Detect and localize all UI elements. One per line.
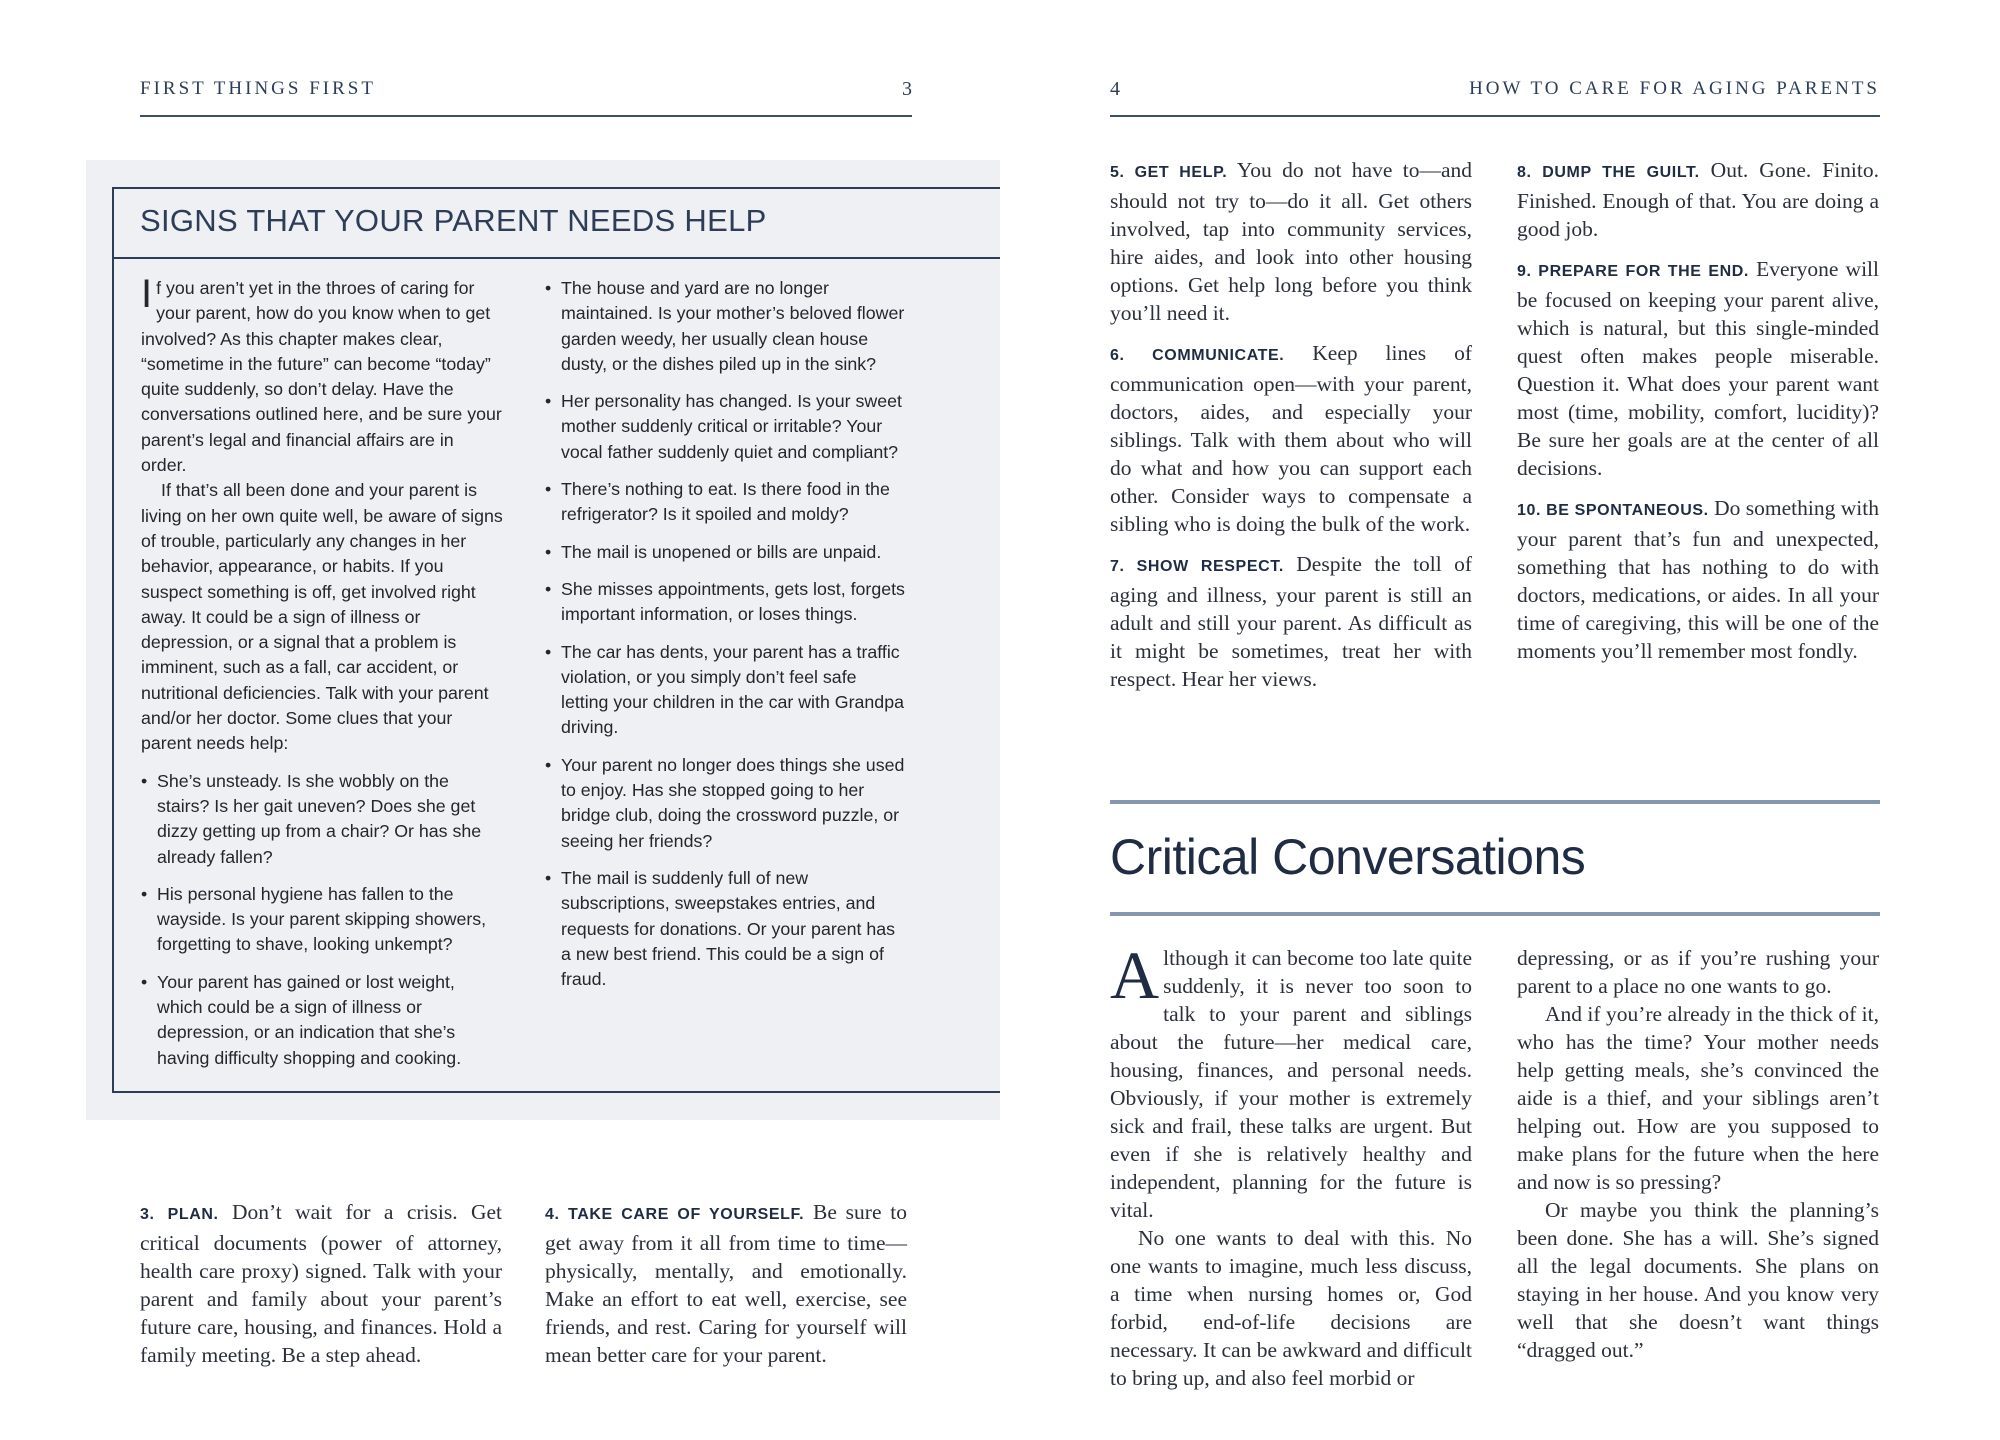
numbered-item	[1110, 550, 1472, 693]
numbered-item	[1110, 156, 1472, 327]
item-text: Don’t wait for a crisis. Get critical documents (power of attorney, health care proxy) signed. Talk with your parent and family about your parent’s future care, housing, and finances. Hold a family meeting. Be a step ahead.	[140, 1200, 503, 1367]
running-head-title: FIRST THINGS FIRST	[140, 78, 376, 99]
page-number: 4	[1110, 78, 1120, 100]
body-column	[1517, 944, 1879, 1364]
item-heading: 10. BE SPONTANEOUS.	[1517, 502, 1709, 519]
body-column	[140, 1198, 502, 1381]
item-text: You do not have to—and should not try to—do it all. Get others involved, tap into community services, hire aides, and look into other housing options. Get help long before you think you’ll need it.	[1110, 158, 1472, 325]
bullet-item: • She misses appointments, gets lost, forgets important information, or loses things.	[545, 577, 907, 628]
body-column	[1110, 937, 1472, 1392]
item-heading: 7. SHOW RESPECT.	[1110, 558, 1284, 575]
sidebar-title: SIGNS THAT YOUR PARENT NEEDS HELP	[140, 203, 767, 238]
numbered-item	[1517, 156, 1879, 243]
sidebar-column-right	[545, 276, 907, 1004]
bullet-item: • The car has dents, your parent has a traffic violation, or you simply don’t feel safe letting your children in the car with Grandpa driving.	[545, 640, 907, 741]
bullet-item: • There’s nothing to eat. Is there food in the refrigerator? Is it spoiled and moldy?	[545, 477, 907, 528]
sidebar-column-left	[141, 272, 503, 1083]
section-title: Critical Conversations	[1110, 829, 1586, 885]
numbered-item	[545, 1198, 907, 1369]
body-paragraph: No one wants to deal with this. No one wants to imagine, much less discuss, a time when nursing homes or, God forbid, end-of-life decisions are necessary. It can be awkward and difficult to bring up, and also feel morbid or	[1110, 1226, 1472, 1390]
page-number: 3	[902, 78, 912, 100]
item-text: Keep lines of communication open—with your parent, doctors, aides, and especially your siblings. Talk with them about who will do what and how you can support each other. Consider ways to compensate a sibling who is doing the bulk of the work.	[1110, 341, 1472, 536]
sidebar-bullet-list	[141, 769, 503, 1071]
item-heading: 9. PREPARE FOR THE END.	[1517, 263, 1749, 280]
sidebar-bullet-list	[545, 276, 907, 992]
running-head-right	[1110, 75, 1880, 117]
bullet-item: • The mail is unopened or bills are unpaid.	[545, 540, 907, 565]
numbered-item	[1517, 255, 1879, 482]
item-text: Do something with your parent that’s fun and unexpected, something that has nothing to do with doctors, medications, or aides. In all your time of caregiving, this will be one of the moments you’ll remember most fondly.	[1517, 496, 1879, 663]
numbered-item	[1110, 339, 1472, 538]
bullet-item: • His personal hygiene has fallen to the wayside. Is your parent skipping showers, forgetting to shave, looking unkempt?	[141, 882, 503, 958]
item-heading: 4. TAKE CARE OF YOURSELF.	[545, 1206, 805, 1223]
body-column	[1110, 156, 1472, 705]
item-text: Everyone will be focused on keeping your parent alive, which is natural, but this single-minded quest often makes people miserable. Question it. What does your parent want most (time, mobility, comfort, lucidity)? Be sure her goals are at the center of all decisions.	[1517, 257, 1880, 480]
section-rule-bottom	[1110, 912, 1880, 916]
body-column	[545, 1198, 907, 1381]
bullet-item: • The mail is suddenly full of new subscriptions, sweepstakes entries, and requests for donations. Or your parent has a new best friend. This could be a sign of fraud.	[545, 866, 907, 992]
item-heading: 5. GET HELP.	[1110, 164, 1228, 181]
item-text: Be sure to get away from it all from time to time—physically, mentally, and emotionally. Make an effort to eat well, exercise, see friends, and rest. Caring for yourself will mean better care for your parent.	[545, 1200, 907, 1367]
bullet-item: • Your parent no longer does things she used to enjoy. Has she stopped going to her bridge club, doing the crossword puzzle, or seeing her friends?	[545, 753, 907, 854]
body-text: lthough it can become too late quite suddenly, it is never too soon to talk to your parent and siblings about the future—her medical care, housing, finances, and personal needs. Obviously, if your mother is extremely sick and frail, these talks are urgent. But even if she is relatively healthy and independent, planning for the future is vital.	[1110, 946, 1472, 1222]
numbered-item	[1517, 494, 1879, 665]
bullet-item: • Her personality has changed. Is your sweet mother suddenly critical or irritable? Your vocal father suddenly quiet and compliant?	[545, 389, 907, 465]
bullet-item: • She’s unsteady. Is she wobbly on the stairs? Is her gait uneven? Does she get dizzy getting up from a chair? Or has she already fallen?	[141, 769, 503, 870]
item-text: Out. Gone. Finito. Finished. Enough of that. You are doing a good job.	[1517, 158, 1880, 241]
drop-cap: I	[141, 272, 153, 316]
sidebar-intro-text: f you aren’t yet in the throes of caring for your parent, how do you know when to get involved? As this chapter makes clear, “sometime in the future” can become “today” quite suddenly, so don’t delay. Have the conversations outlined here, and be sure your parent’s legal and financial affairs are in order.	[141, 278, 502, 476]
section-rule-top	[1110, 800, 1880, 804]
right-page	[1000, 0, 2000, 1440]
bullet-item: • Your parent has gained or lost weight, which could be a sign of illness or depression, or an indication that she’s having difficulty shopping and cooking.	[141, 970, 503, 1071]
sidebar-paragraph: If that’s all been done and your parent is living on her own quite well, be aware of signs of trouble, particularly any changes in her behavior, appearance, or habits. If you suspect something is off, get involved right away. It could be a sign of illness or depression, or a signal that a problem is imminent, such as a fall, car accident, or nutritional deficiencies. Talk with your parent and/or her doctor. Some clues that your parent needs help:	[141, 480, 503, 754]
body-paragraph: Or maybe you think the planning’s been done. She has a will. She’s signed all the legal documents. She plans on staying in her house. And you know very well that she doesn’t want things “dragged out.”	[1517, 1198, 1879, 1362]
numbered-item	[140, 1198, 502, 1369]
body-paragraph	[1110, 937, 1472, 1224]
body-column	[1517, 156, 1879, 677]
item-heading: 8. DUMP THE GUILT.	[1517, 164, 1700, 181]
item-text: Despite the toll of aging and illness, your parent is still an adult and still your parent. As difficult as it might be sometimes, treat her with respect. Hear her views.	[1110, 552, 1472, 691]
drop-cap: A	[1110, 937, 1160, 1013]
sidebar-intro-paragraph	[141, 272, 503, 478]
item-heading: 6. COMMUNICATE.	[1110, 347, 1285, 364]
body-paragraph: And if you’re already in the thick of it, who has the time? Your mother needs help getting meals, she’s convinced the aide is a thief, and your siblings aren’t helping out. How are you supposed to make plans for the future when the here and now is so pressing?	[1517, 1002, 1879, 1194]
sidebar-title-rule	[112, 257, 1000, 259]
body-paragraph: depressing, or as if you’re rushing your parent to a place no one wants to go.	[1517, 946, 1879, 998]
running-head-title: HOW TO CARE FOR AGING PARENTS	[1469, 78, 1880, 99]
item-heading: 3. PLAN.	[140, 1206, 219, 1223]
running-head-left	[140, 75, 912, 117]
bullet-item: • The house and yard are no longer maintained. Is your mother’s beloved flower garden weedy, her usually clean house dusty, or the dishes piled up in the sink?	[545, 276, 907, 377]
